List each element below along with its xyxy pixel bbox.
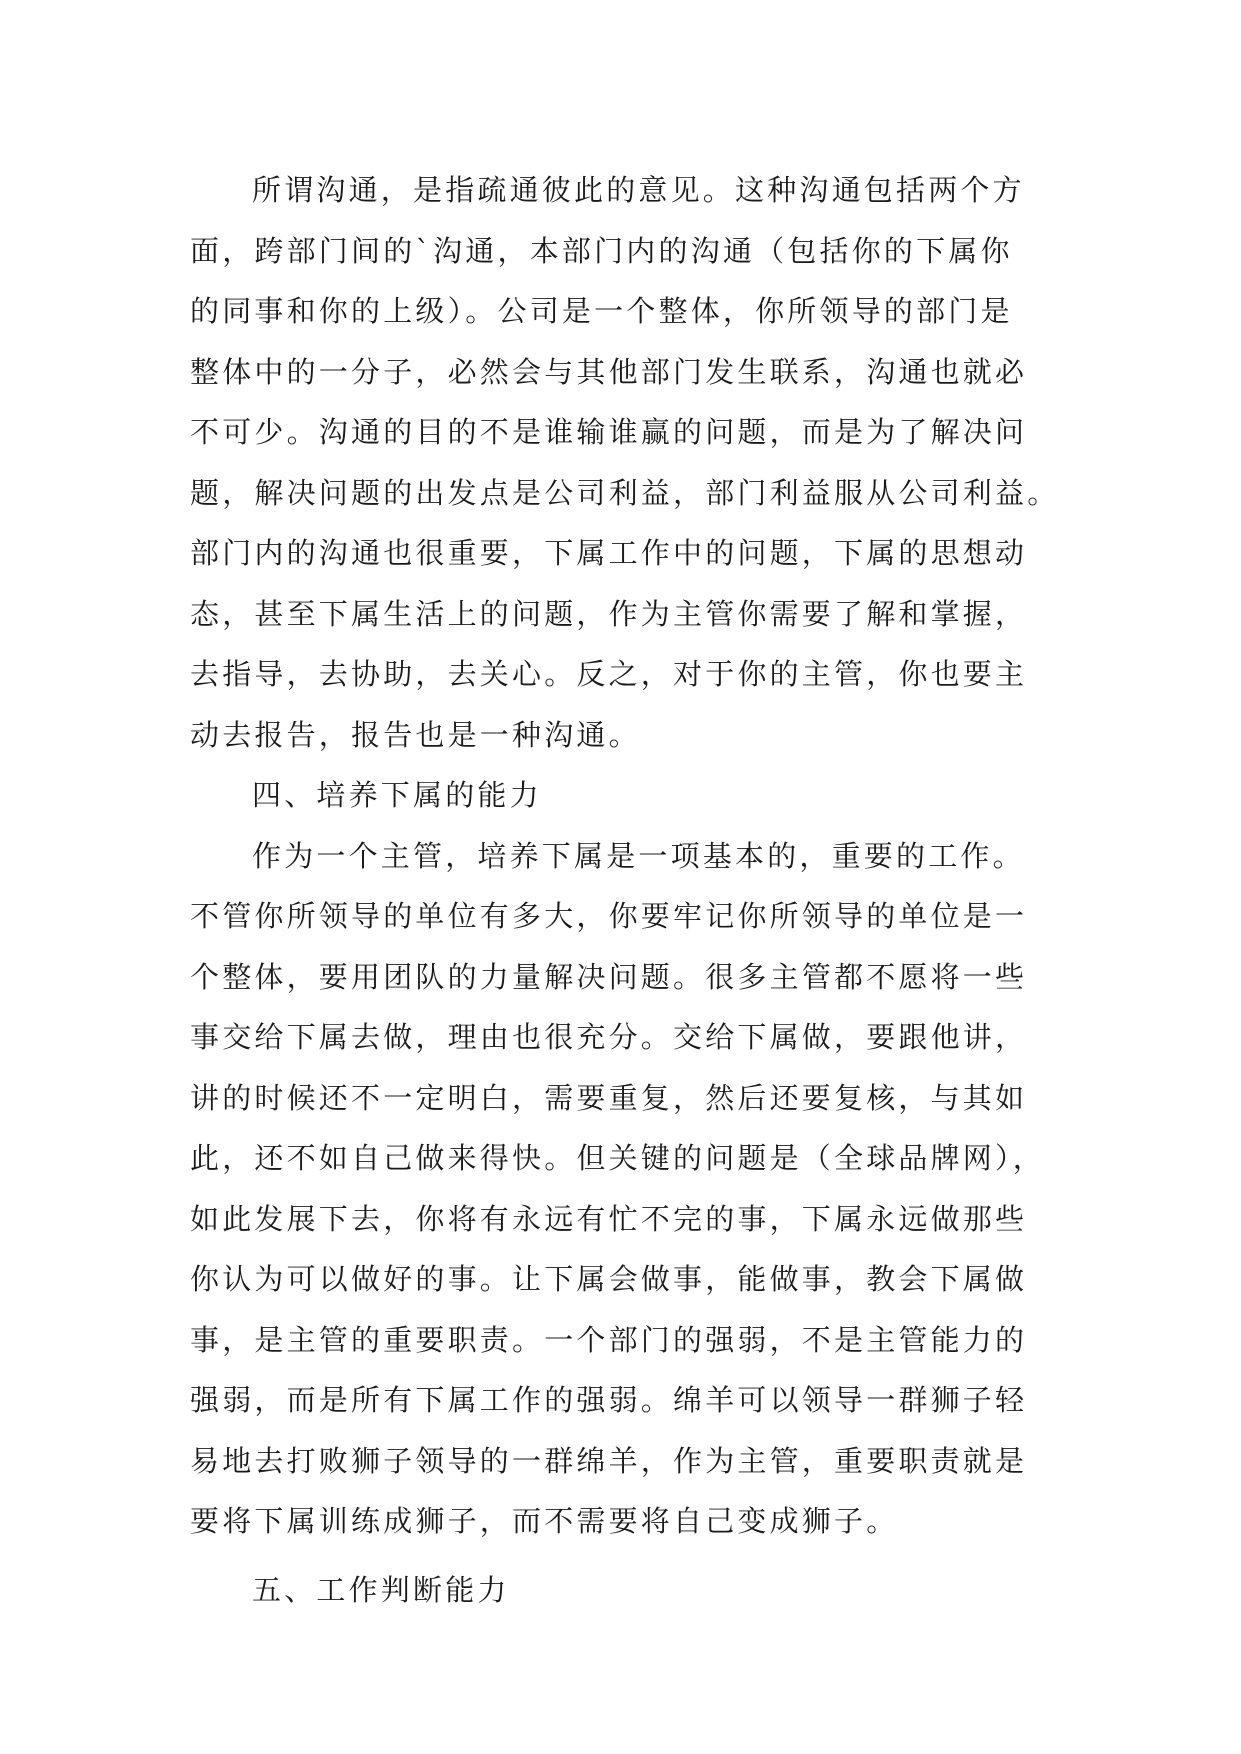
paragraph-train-subordinates [190,826,1070,1552]
section-heading-train-subordinates: 四、培养下属的能力 [252,778,542,812]
paragraph-communication [190,160,1070,765]
paragraph-line: 你认为可以做好的事。让下属会做事，能做事，教会下属做 [190,1262,1028,1296]
paragraph-line: 态，甚至下属生活上的问题，作为主管你需要了解和掌握， [190,596,1028,631]
paragraph-line: 要将下属训练成狮子，而不需要将自己变成狮子。 [190,1504,899,1538]
paragraph-line: 整体中的一分子，必然会与其他部门发生联系，沟通也就必 [190,354,1028,389]
paragraph-line: 作为一个主管，培养下属是一项基本的，重要的工作。 [252,838,1025,873]
paragraph-line: 去指导，去协助，去关心。反之，对于你的主管，你也要主 [190,657,1028,691]
paragraph-line: 如此发展下去，你将有永远有忙不完的事，下属永远做那些 [190,1201,1028,1236]
paragraph-line: 不管你所领导的单位有多大，你要牢记你所领导的单位是一 [190,899,1028,933]
paragraph-line: 所谓沟通，是指疏通彼此的意见。这种沟通包括两个方 [252,173,1025,207]
paragraph-line: 题，解决问题的出发点是公司利益，部门利益服从公司利益。 [190,475,1060,510]
document-body [190,160,1070,1620]
spacer [190,1552,1070,1560]
paragraph-line: 事交给下属去做，理由也很充分。交给下属做，要跟他讲， [190,1020,1028,1054]
paragraph-line: 讲的时候还不一定明白，需要重复，然后还要复核，与其如 [190,1080,1028,1115]
paragraph-line: 易地去打败狮子领导的一群绵羊，作为主管，重要职责就是 [190,1443,1028,1478]
paragraph-line: 事，是主管的重要职责。一个部门的强弱，不是主管能力的 [190,1322,1028,1357]
paragraph-line: 动去报告，报告也是一种沟通。 [190,717,641,752]
section-heading-work-judgment: 五、工作判断能力 [252,1572,510,1607]
paragraph-line: 强弱，而是所有下属工作的强弱。绵羊可以领导一群狮子轻 [190,1383,1028,1417]
paragraph-line: 个整体，要用团队的力量解决问题。很多主管都不愿将一些 [190,959,1028,994]
paragraph-line: 的同事和你的上级）。公司是一个整体，你所领导的部门是 [190,294,1013,328]
paragraph-line: 此，还不如自己做来得快。但关键的问题是（全球品牌网）， [190,1141,1045,1175]
paragraph-line: 不可少。沟通的目的不是谁输谁赢的问题，而是为了解决问 [190,415,1028,449]
paragraph-line: 面，跨部门间的`沟通，本部门内的沟通（包括你的下属你 [190,233,1013,268]
paragraph-line: 部门内的沟通也很重要，下属工作中的问题，下属的思想动 [190,536,1028,570]
